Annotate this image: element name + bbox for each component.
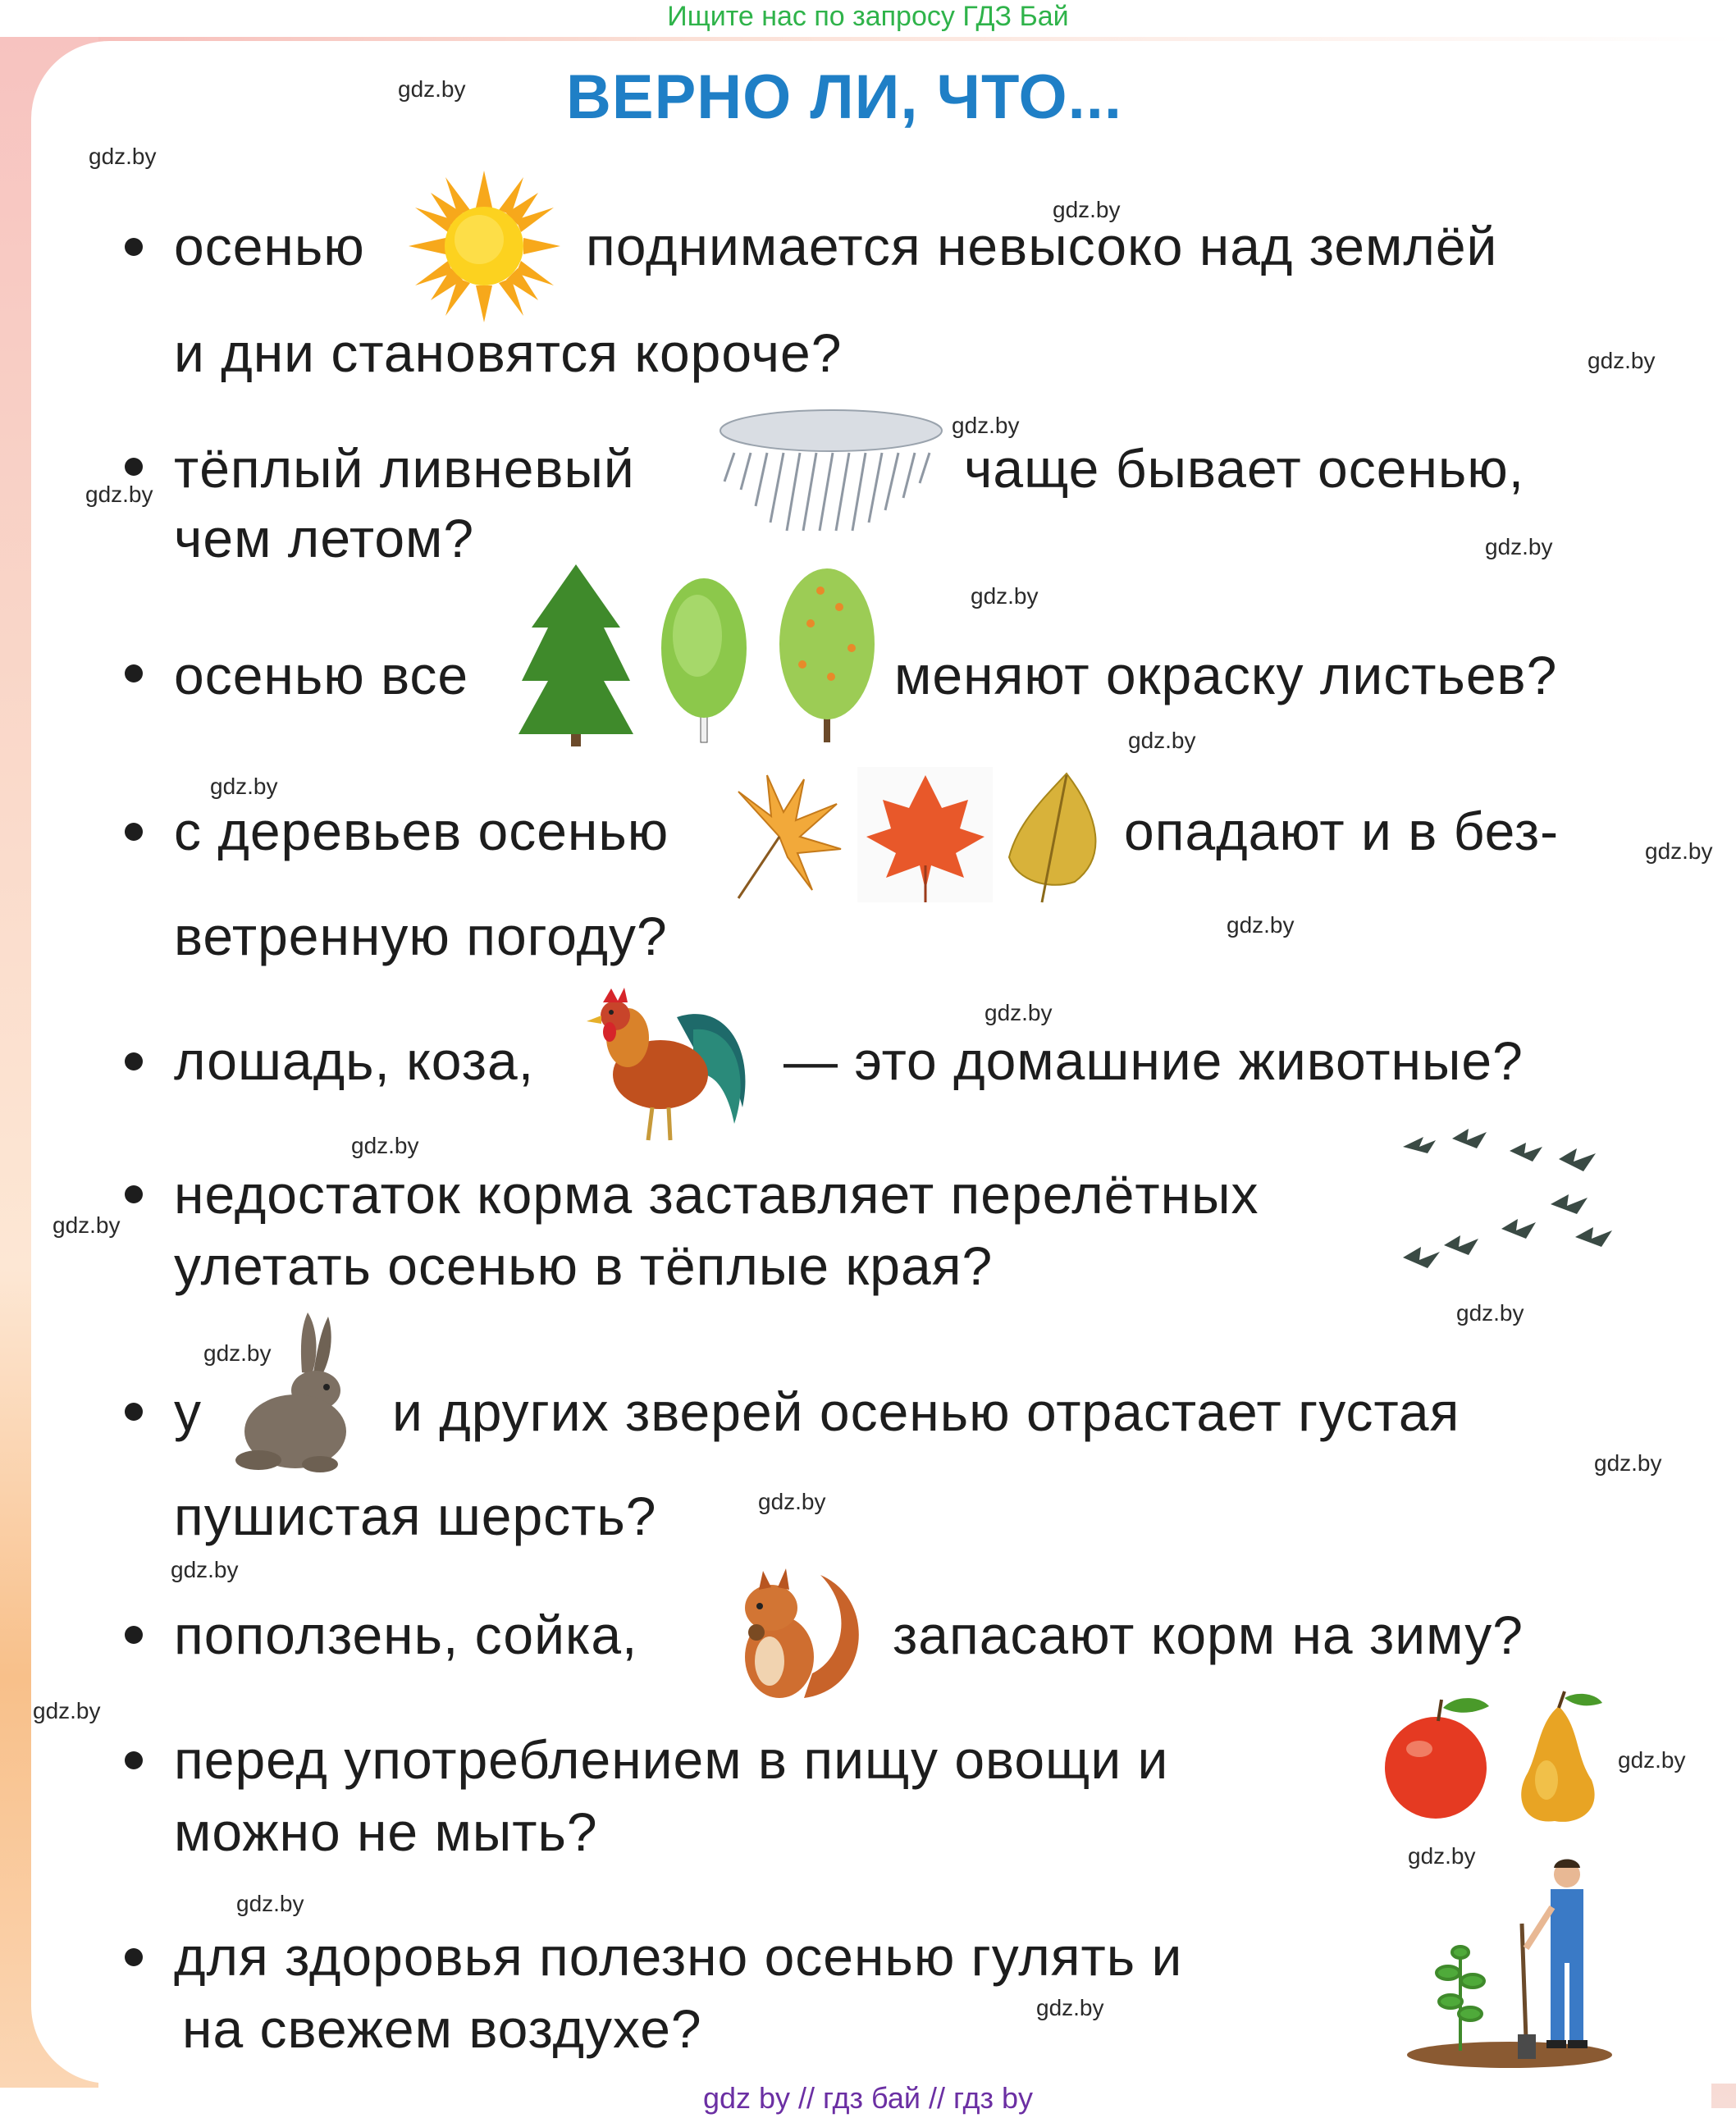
item-3-text-b: меняют окраску листьев? [894, 645, 1558, 705]
item-9-text-b: можно не мыть? [174, 1801, 598, 1862]
item-4-text-b: опадают и в без- [1124, 801, 1560, 861]
bullet [125, 664, 143, 682]
birds-flock-icon [1387, 1114, 1616, 1282]
watermark: gdz.by [1036, 1995, 1104, 2020]
rooster-icon [578, 984, 759, 1148]
watermark: gdz.by [1227, 912, 1295, 938]
watermark: gdz.by [1456, 1300, 1524, 1326]
item-8-text-a: поползень, сойка, [174, 1604, 638, 1665]
watermark: gdz.by [210, 774, 278, 799]
watermark: gdz.by [1485, 534, 1553, 559]
watermark: gdz.by [1645, 838, 1713, 864]
watermark: gdz.by [203, 1340, 272, 1366]
item-6-text-a: недостаток корма заставляет перелётных [174, 1164, 1259, 1225]
bullet [125, 1052, 143, 1070]
watermark: gdz.by [758, 1489, 826, 1514]
item-7-text-a: у [174, 1381, 202, 1442]
bullet [125, 1185, 143, 1203]
squirrel-icon [722, 1550, 870, 1710]
watermark: gdz.by [171, 1557, 239, 1582]
footer-links[interactable]: gdz by // гдз бай // гдз by [702, 2081, 1034, 2115]
apple-pear-icon [1382, 1690, 1616, 1825]
watermark: gdz.by [1588, 348, 1656, 373]
item-4-text-c: ветренную погоду? [174, 906, 668, 966]
watermark: gdz.by [1618, 1747, 1686, 1773]
item-4-text-a: с деревьев осенью [174, 801, 669, 861]
bullet [125, 238, 143, 256]
sun-icon [409, 171, 560, 322]
item-3-text-a: осенью все [174, 645, 469, 705]
watermark: gdz.by [952, 413, 1020, 438]
watermark: gdz.by [398, 76, 466, 102]
bullet [125, 823, 143, 841]
item-5-text-a: лошадь, коза, [174, 1030, 535, 1091]
item-2-text-b: чаще бывает осенью, [964, 438, 1525, 499]
hare-icon [230, 1308, 369, 1481]
watermark: gdz.by [53, 1212, 121, 1238]
item-1-text-c: и дни становятся короче? [174, 322, 843, 383]
search-banner[interactable]: Ищите нас по запросу ГДЗ Бай [667, 1, 1069, 32]
watermark: gdz.by [351, 1133, 419, 1158]
trees-icon [515, 558, 889, 751]
bullet [125, 1626, 143, 1644]
watermark: gdz.by [971, 583, 1039, 609]
watermark: gdz.by [85, 482, 153, 507]
watermark: gdz.by [1128, 728, 1196, 753]
bullet [125, 1948, 143, 1966]
item-10-text-a: для здоровья полезно осенью гулять и [174, 1926, 1183, 1987]
watermark: gdz.by [89, 144, 157, 169]
item-1-text-a: осенью [174, 216, 365, 276]
item-7-text-b: и других зверей осенью отрастает густая [392, 1381, 1460, 1442]
rain-cloud-icon [718, 408, 943, 543]
bullet [125, 1403, 143, 1421]
bullet [125, 1751, 143, 1769]
watermark: gdz.by [1408, 1843, 1476, 1869]
watermark: gdz.by [33, 1698, 101, 1723]
watermark: gdz.by [984, 1000, 1053, 1025]
item-5-text-b: — это домашние животные? [783, 1030, 1524, 1091]
watermark: gdz.by [1053, 197, 1121, 222]
item-6-text-b: улетать осенью в тёплые края? [174, 1235, 994, 1296]
bullet [125, 458, 143, 476]
watermark: gdz.by [236, 1891, 304, 1916]
item-2-text-a: тёплый ливневый [174, 438, 635, 499]
leaves-icon [722, 767, 1116, 906]
item-1-text-b: поднимается невысоко над землёй [586, 216, 1498, 276]
item-9-text-a: перед употреблением в пищу овощи и [174, 1729, 1169, 1790]
gardener-icon [1403, 1850, 1616, 2071]
item-10-text-b: на свежем воздухе? [182, 1998, 702, 2059]
page-title: ВЕРНО ЛИ, ЧТО... [566, 62, 1122, 132]
item-2-text-c: чем летом? [174, 508, 475, 568]
item-8-text-b: запасают корм на зиму? [893, 1604, 1524, 1665]
item-7-text-c: пушистая шерсть? [174, 1486, 657, 1546]
watermark: gdz.by [1594, 1450, 1662, 1476]
